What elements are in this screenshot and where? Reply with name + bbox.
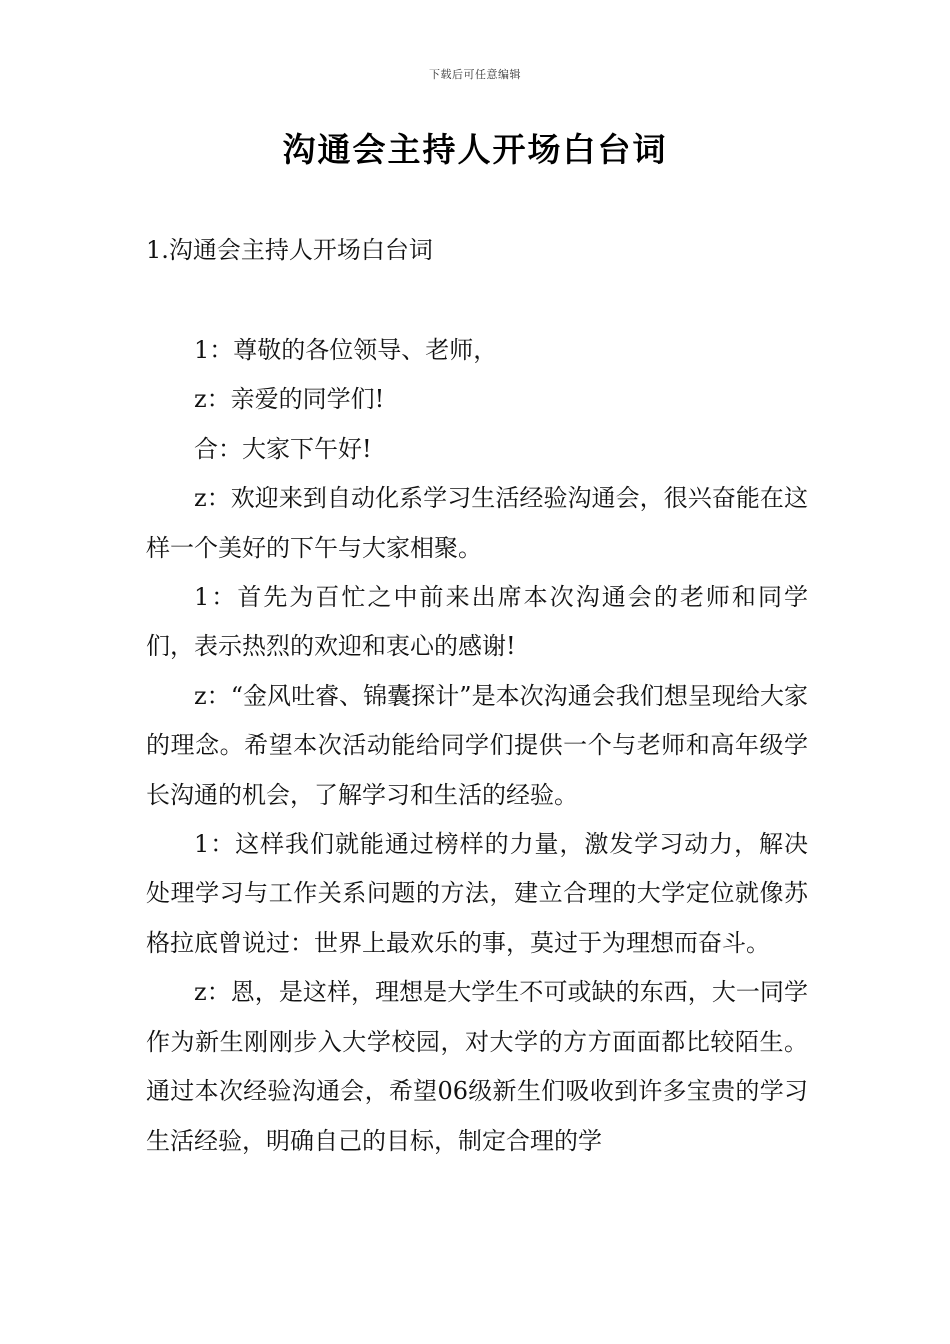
section-heading: 1.沟通会主持人开场白台词 <box>146 236 433 264</box>
document-title: 沟通会主持人开场白台词 <box>282 130 668 169</box>
paragraph: 1：这样我们就能通过榜样的力量，激发学习动力，解决处理学习与工作关系问题的方法，建立合理的大学定位就像苏格拉底曾说过：世界上最欢乐的事，莫过于为理想而奋斗。 <box>146 830 808 957</box>
paragraph: z：欢迎来到自动化系学习生活经验沟通会，很兴奋能在这样一个美好的下午与大家相聚。 <box>146 484 808 562</box>
paragraph: z：亲爱的同学们! <box>194 385 385 414</box>
paragraph: 合：大家下午好! <box>194 434 372 463</box>
paragraph: 1：尊敬的各位领导、老师， <box>194 336 498 364</box>
paragraph: z：“金风吐睿、锦囊探计”是本次沟通会我们想呈现给大家的理念。希望本次活动能给同学们提供一个与老师和高年级学长沟通的机会，了解学习和生活的经验。 <box>146 681 808 809</box>
body-text <box>146 326 808 1166</box>
paragraph: 1：首先为百忙之中前来出席本次沟通会的老师和同学们，表示热烈的欢迎和衷心的感谢! <box>146 583 808 661</box>
header-note: 下载后可任意编辑 <box>429 68 521 81</box>
paragraph: z：恩，是这样，理想是大学生不可或缺的东西，大一同学作为新生刚刚步入大学校园，对大学的方方面面都比较陌生。通过本次经验沟通会，希望06级新生们吸收到许多宝贵的学习生活经验，明确自己的目标，制定合理的学 <box>146 978 808 1155</box>
